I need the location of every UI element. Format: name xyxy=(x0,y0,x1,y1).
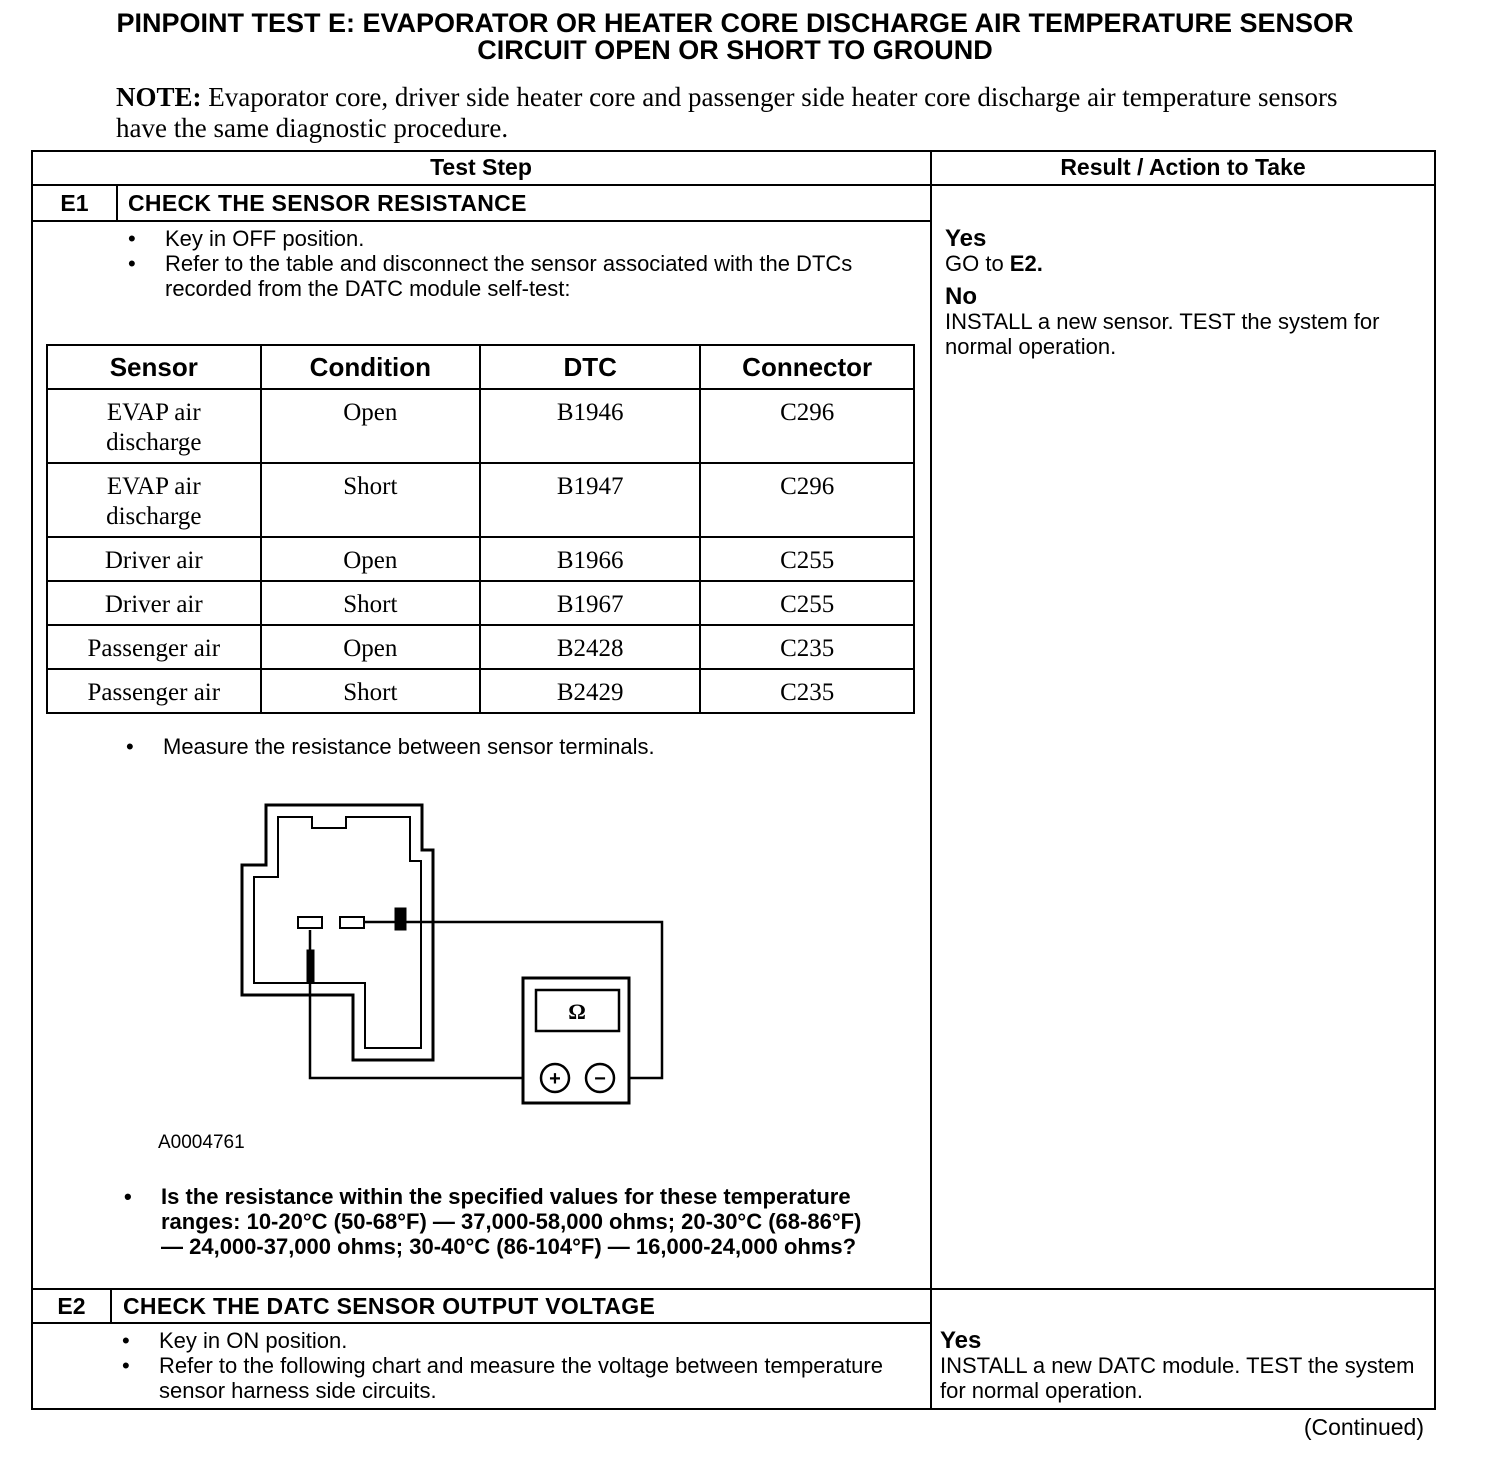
note-text: Evaporator core, driver side heater core and passenger side heater core discharge air temperature sensors have the same diagnostic procedure. xyxy=(116,82,1338,143)
e1-step-id: E1 xyxy=(60,190,89,216)
e1-title-divider xyxy=(31,220,931,222)
note xyxy=(116,82,1376,144)
terminal-right xyxy=(340,917,364,928)
e2-title-divider xyxy=(31,1322,931,1324)
positive-sign: + xyxy=(549,1068,561,1090)
e2-instructions xyxy=(114,1328,904,1403)
e1-question xyxy=(116,1184,876,1259)
e2-bullet: • Key in ON position. xyxy=(114,1328,904,1353)
e1-bullet: • Key in OFF position. xyxy=(120,226,910,251)
yes-label: Yes xyxy=(945,225,987,252)
table-row xyxy=(47,669,914,713)
connector-outline xyxy=(242,805,433,1060)
cell-connector: C296 xyxy=(700,463,914,537)
header-result: Result / Action to Take xyxy=(1060,154,1306,180)
resistance-measurement-figure xyxy=(230,795,680,1115)
cell-condition: Open xyxy=(261,389,481,463)
note-label: NOTE: xyxy=(116,82,202,112)
e2-bullet: • Refer to the following chart and measure the voltage between temperature sensor harness side circuits. xyxy=(114,1353,904,1403)
cell-condition: Short xyxy=(261,463,481,537)
lead-positive xyxy=(310,930,523,1078)
negative-sign: − xyxy=(594,1068,606,1090)
cell-sensor: EVAP air discharge xyxy=(47,463,261,537)
col-header-sensor: Sensor xyxy=(47,345,261,389)
connector-inner-outline xyxy=(254,817,421,1048)
e1-bullet: • Measure the resistance between sensor terminals. xyxy=(118,734,908,759)
table-row xyxy=(47,581,914,625)
col-header-condition: Condition xyxy=(261,345,481,389)
page-title xyxy=(0,10,1470,64)
no-label: No xyxy=(945,283,977,310)
cell-connector: C235 xyxy=(700,669,914,713)
table-row xyxy=(47,537,914,581)
cell-sensor: Passenger air xyxy=(47,669,261,713)
cell-sensor: Passenger air xyxy=(47,625,261,669)
dtc-table-header xyxy=(47,345,914,389)
yes-action: INSTALL a new DATC module. TEST the system for normal operation. xyxy=(940,1353,1415,1403)
header-divider xyxy=(31,184,1436,186)
e2-step-id: E2 xyxy=(57,1293,86,1319)
cell-connector: C235 xyxy=(700,625,914,669)
cell-condition: Short xyxy=(261,669,481,713)
e1-question-text: • Is the resistance within the specified values for these temperature ranges: 10-20°C (50-68°F) — 37,000-58,000 ohms; 20-30°C (68-86°F) — 24,000-37,000 ohms; 30-40°C (86-104°F) — 16,000-24,000 ohms? xyxy=(116,1184,876,1259)
cell-dtc: B1966 xyxy=(480,537,700,581)
cell-connector: C255 xyxy=(700,537,914,581)
table-row xyxy=(47,389,914,463)
no-action: INSTALL a new sensor. TEST the system for normal operation. xyxy=(945,309,1380,359)
cell-condition: Short xyxy=(261,581,481,625)
cell-sensor: EVAP air discharge xyxy=(47,389,261,463)
header-test-step: Test Step xyxy=(430,154,532,180)
cell-dtc: B2428 xyxy=(480,625,700,669)
e1-id-divider xyxy=(116,184,118,221)
go-to-target: E2. xyxy=(1009,251,1043,276)
e2-result xyxy=(940,1328,1425,1403)
e2-row-divider xyxy=(31,1288,1436,1290)
cell-dtc: B1946 xyxy=(480,389,700,463)
cell-sensor: Driver air xyxy=(47,581,261,625)
cell-dtc: B2429 xyxy=(480,669,700,713)
e1-step-title: CHECK THE SENSOR RESISTANCE xyxy=(128,190,527,216)
terminal-left xyxy=(298,917,322,928)
col-header-dtc: DTC xyxy=(480,345,700,389)
column-divider xyxy=(930,150,932,1410)
e2-step-title: CHECK THE DATC SENSOR OUTPUT VOLTAGE xyxy=(123,1293,656,1319)
figure-id: A0004761 xyxy=(158,1132,245,1153)
cell-condition: Open xyxy=(261,625,481,669)
title-line-1: PINPOINT TEST E: EVAPORATOR OR HEATER CORE DISCHARGE AIR TEMPERATURE SENSOR xyxy=(116,8,1354,38)
yes-label: Yes xyxy=(940,1327,982,1354)
table-row xyxy=(47,463,914,537)
cell-dtc: B1967 xyxy=(480,581,700,625)
e2-id-divider xyxy=(110,1288,112,1323)
yes-action: GO to xyxy=(945,251,1010,276)
title-line-2: CIRCUIT OPEN OR SHORT TO GROUND xyxy=(477,35,993,65)
col-header-connector: Connector xyxy=(700,345,914,389)
cell-sensor: Driver air xyxy=(47,537,261,581)
cell-connector: C296 xyxy=(700,389,914,463)
cell-dtc: B1947 xyxy=(480,463,700,537)
e1-measure-instruction xyxy=(118,734,908,759)
e1-bullet: • Refer to the table and disconnect the sensor associated with the DTCs recorded from the DATC module self-test: xyxy=(120,251,910,301)
probe-right xyxy=(395,908,406,930)
ohm-symbol: Ω xyxy=(568,999,586,1024)
cell-condition: Open xyxy=(261,537,481,581)
table-row xyxy=(47,625,914,669)
e1-result xyxy=(945,226,1425,359)
e1-instructions xyxy=(120,226,910,301)
cell-connector: C255 xyxy=(700,581,914,625)
dtc-table xyxy=(46,344,915,714)
continued-label: (Continued) xyxy=(1303,1414,1424,1440)
